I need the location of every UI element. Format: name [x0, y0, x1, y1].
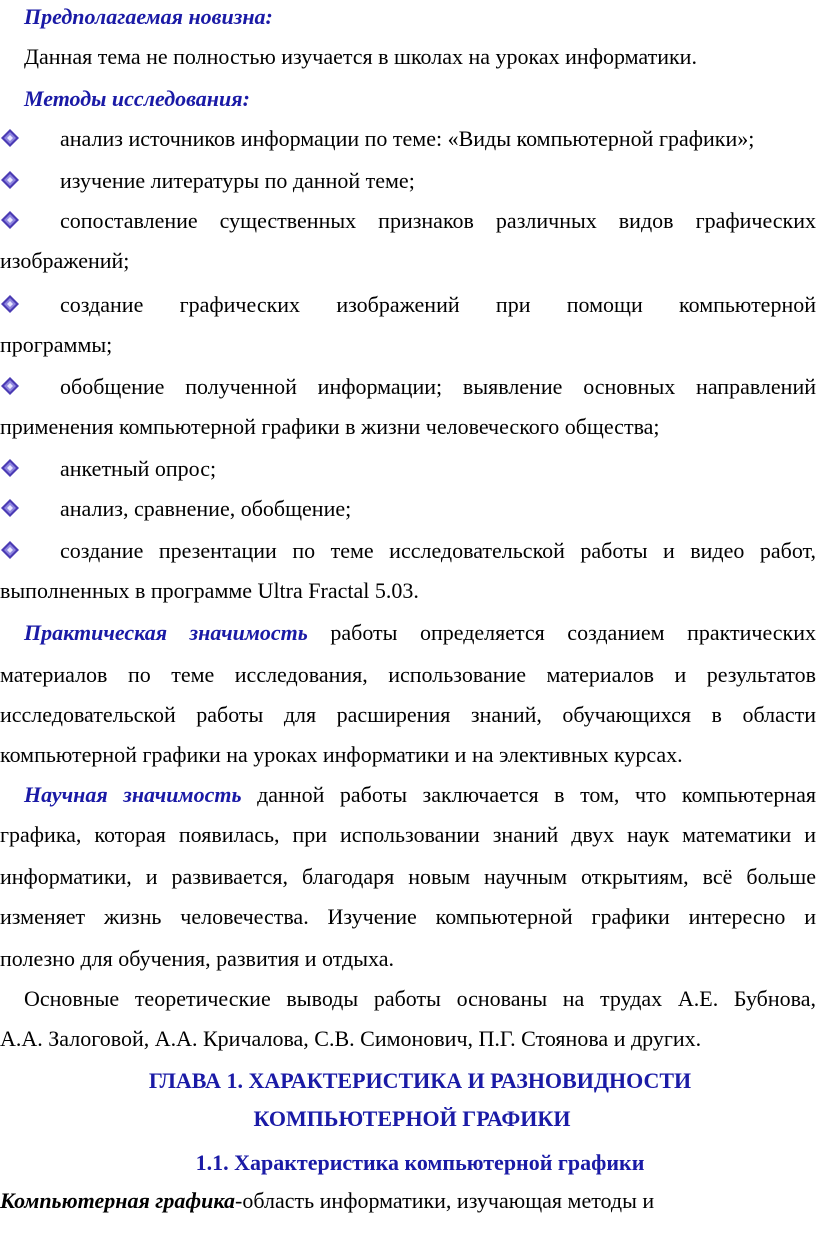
scientific-line5: полезно для обучения, развития и отдыха.: [0, 946, 394, 971]
diamond-bullet-icon: [0, 498, 20, 518]
scientific-line2: графика, которая появилась, при использовании знаний двух наук математики и: [0, 822, 816, 847]
practical-line2: материалов по теме исследования, использование материалов и результатов: [0, 662, 816, 687]
practical-line1-rest: работы определяется созданием практических: [307, 620, 816, 645]
scientific-line3: информатики, и развивается, благодаря новым научным открытиям, всё больше: [0, 864, 816, 889]
diamond-bullet-icon: [0, 294, 20, 314]
methods-item-continuation: выполненных в программе Ultra Fractal 5.03.: [0, 578, 419, 603]
diamond-bullet-icon: [0, 170, 20, 190]
chapter-title-line2: КОМПЬЮТЕРНОЙ ГРАФИКИ: [253, 1106, 571, 1131]
methods-item-text: создание презентации по теме исследовательской работы и видео работ,: [60, 538, 816, 563]
methods-item-continuation: изображений;: [0, 248, 130, 273]
definition-term: Компьютерная графика: [0, 1188, 236, 1213]
section-title: 1.1. Характеристика компьютерной графики: [195, 1150, 645, 1175]
methods-item-continuation: программы;: [0, 332, 113, 357]
diamond-bullet-icon: [0, 128, 20, 148]
methods-item-continuation: применения компьютерной графики в жизни человеческого общества;: [0, 414, 660, 439]
methods-item-text: анкетный опрос;: [60, 456, 217, 481]
scientific-term: Научная значимость: [24, 782, 242, 807]
chapter-title-line1: ГЛАВА 1. ХАРАКТЕРИСТИКА И РАЗНОВИДНОСТИ: [148, 1068, 692, 1093]
diamond-bullet-icon: [0, 458, 20, 478]
theory-line1: Основные теоретические выводы работы основаны на трудах А.Е. Бубнова,: [24, 986, 816, 1011]
methods-item-text: анализ источников информации по теме: «Виды компьютерной графики»;: [60, 126, 755, 151]
novelty-text: Данная тема не полностью изучается в школах на уроках информатики.: [24, 44, 697, 69]
methods-item-text: анализ, сравнение, обобщение;: [60, 496, 352, 521]
methods-heading: Методы исследования:: [24, 86, 250, 111]
diamond-bullet-icon: [0, 376, 20, 396]
methods-item-text: сопоставление существенных признаков различных видов графических: [60, 208, 816, 233]
practical-line3: исследовательской работы для расширения знаний, обучающихся в области: [0, 702, 816, 727]
scientific-line4: изменяет жизнь человечества. Изучение компьютерной графики интересно и: [0, 904, 816, 929]
practical-term: Практическая значимость: [24, 620, 308, 645]
practical-line4: компьютерной графики на уроках информатики и на элективных курсах.: [0, 742, 683, 767]
scientific-paragraph-line: [24, 782, 816, 808]
definition-rest: -область информатики, изучающая методы и: [235, 1188, 655, 1213]
practical-paragraph-line: [24, 620, 816, 646]
methods-item-text: создание графических изображений при помощи компьютерной: [60, 292, 816, 317]
diamond-bullet-icon: [0, 210, 20, 230]
diamond-bullet-icon: [0, 540, 20, 560]
scientific-line1-rest: данной работы заключается в том, что компьютерная: [241, 782, 816, 807]
methods-item-text: изучение литературы по данной теме;: [60, 168, 415, 193]
methods-item-text: обобщение полученной информации; выявление основных направлений: [60, 374, 816, 399]
definition-line: [0, 1188, 816, 1214]
novelty-heading: Предполагаемая новизна:: [24, 4, 273, 29]
theory-line2: А.А. Залоговой, А.А. Кричалова, С.В. Симонович, П.Г. Стоянова и других.: [0, 1026, 702, 1051]
